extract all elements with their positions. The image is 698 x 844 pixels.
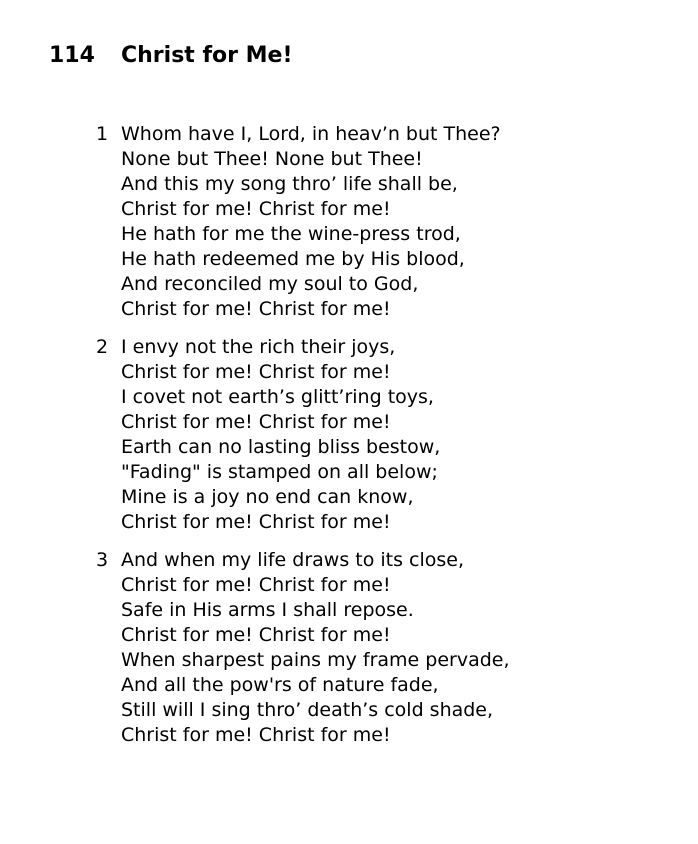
- verse-line: Still will I sing thro’ death’s cold shade,: [121, 699, 494, 721]
- verse-line: Christ for me! Christ for me!: [121, 624, 391, 646]
- verse-lines: [121, 122, 698, 322]
- verse-line: I envy not the rich their joys,: [121, 336, 396, 358]
- verse-line: And all the pow'rs of nature fade,: [121, 674, 439, 696]
- verse-number: 1: [96, 123, 109, 145]
- verse-line: None but Thee! None but Thee!: [121, 148, 423, 170]
- verse-line: He hath redeemed me by His blood,: [121, 248, 465, 270]
- verse-line: And this my song thro’ life shall be,: [121, 173, 458, 195]
- verse-line: Christ for me! Christ for me!: [121, 198, 391, 220]
- hymn-title: Christ for Me!: [121, 43, 293, 68]
- verse-line: Mine is a joy no end can know,: [121, 486, 414, 508]
- verse-line: When sharpest pains my frame pervade,: [121, 649, 510, 671]
- verse-line: Christ for me! Christ for me!: [121, 511, 391, 533]
- verse-lines: [121, 548, 698, 748]
- verse-number: 3: [96, 549, 109, 571]
- verse-3: [0, 548, 698, 748]
- verse-number: 2: [96, 336, 109, 358]
- verse-line: Christ for me! Christ for me!: [121, 411, 391, 433]
- verses: [0, 122, 698, 761]
- verse-2: [0, 335, 698, 535]
- hymn-number: 114: [49, 43, 95, 68]
- verse-1: [0, 122, 698, 322]
- verse-line: Christ for me! Christ for me!: [121, 298, 391, 320]
- verse-lines: [121, 335, 698, 535]
- verse-line: Christ for me! Christ for me!: [121, 724, 391, 746]
- verse-line: Safe in His arms I shall repose.: [121, 599, 414, 621]
- verse-line: I covet not earth’s glitt’ring toys,: [121, 386, 434, 408]
- verse-line: Christ for me! Christ for me!: [121, 361, 391, 383]
- verse-line: Whom have I, Lord, in heav’n but Thee?: [121, 123, 501, 145]
- verse-line: Earth can no lasting bliss bestow,: [121, 436, 441, 458]
- verse-line: Christ for me! Christ for me!: [121, 574, 391, 596]
- verse-line: "Fading" is stamped on all below;: [121, 461, 438, 483]
- verse-line: And reconciled my soul to God,: [121, 273, 419, 295]
- verse-line: And when my life draws to its close,: [121, 549, 465, 571]
- verse-line: He hath for me the wine-press trod,: [121, 223, 461, 245]
